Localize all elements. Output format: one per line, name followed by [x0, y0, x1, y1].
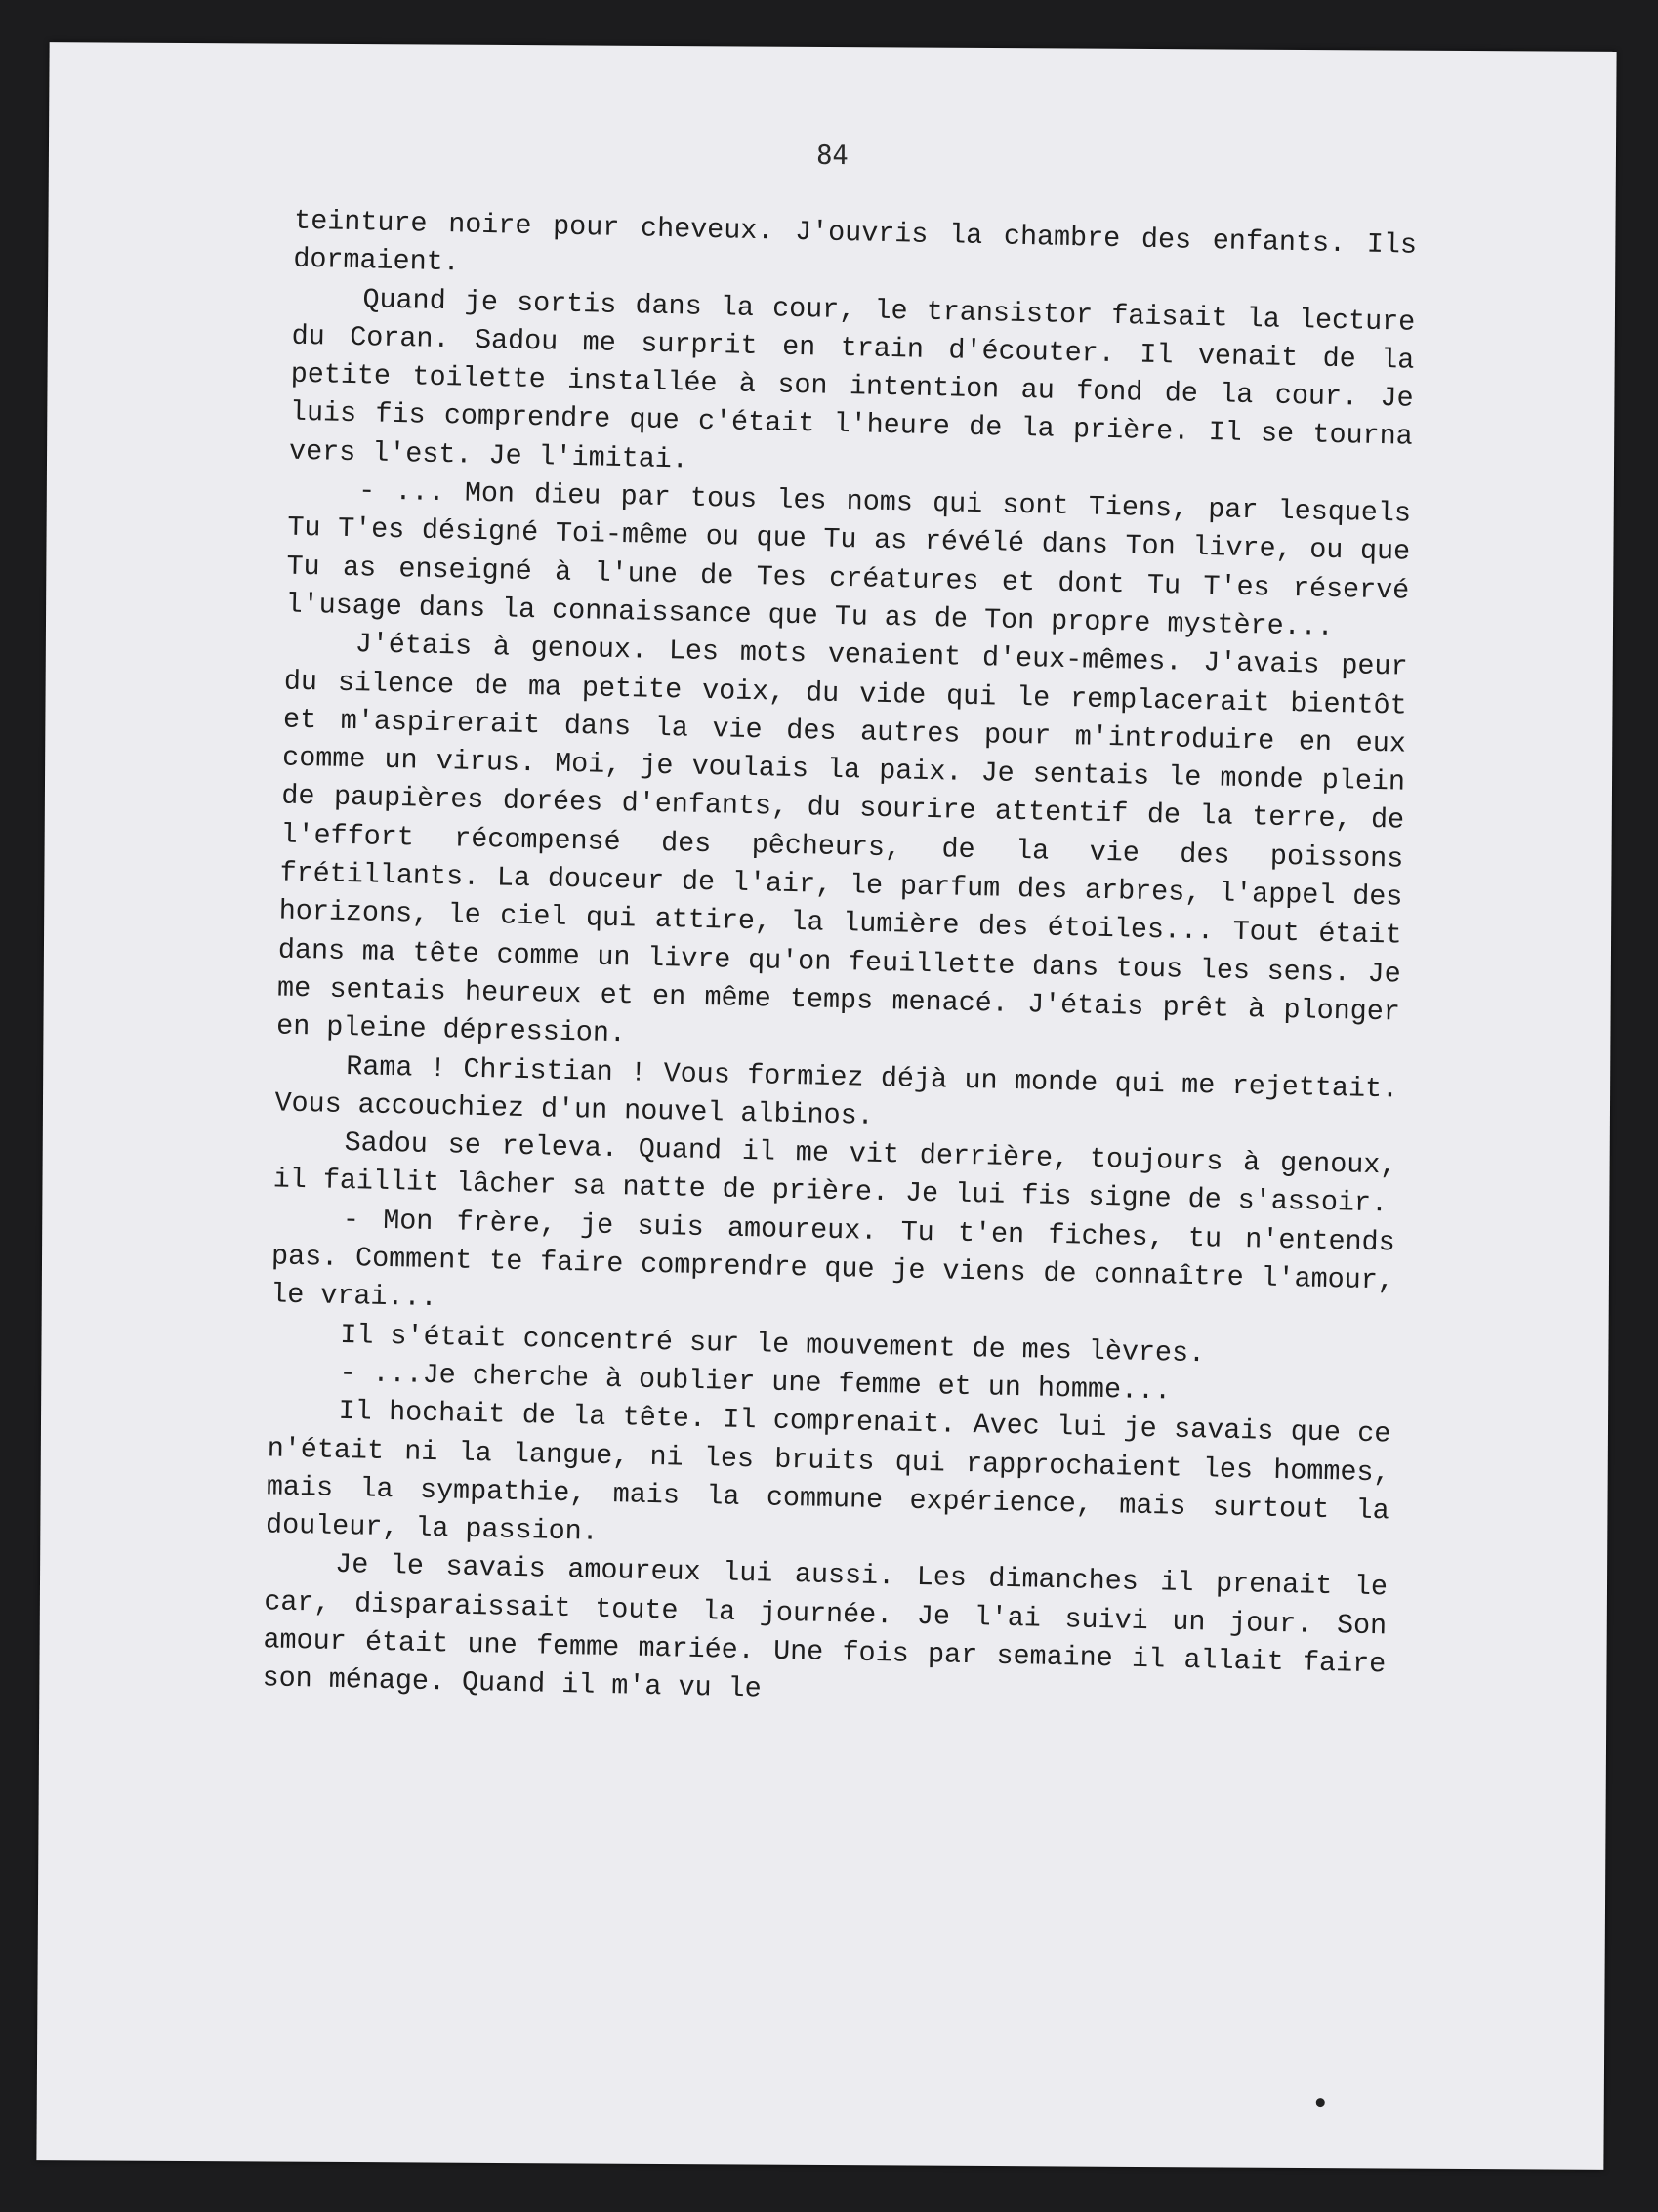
paragraph-1: teinture noire pour cheveux. J'ouvris la chambre des enfants. Ils dormaient. — [293, 204, 1418, 279]
paragraph-5: Rama ! Christian ! Vous formiez déjà un monde qui me rejettait. Vous accouchiez d'un nouvel albinos. — [274, 1049, 1399, 1132]
paragraph-7: - Mon frère, je suis amoureux. Tu t'en fiches, tu n'entends pas. Comment te faire comprendre que je viens de connaître l'amour, le vrai... — [269, 1203, 1396, 1315]
paragraph-8: Il s'était concentré sur le mouvement de mes lèvres. — [339, 1318, 1206, 1370]
paragraph-4: J'étais à genoux. Les mots venaient d'eux-mêmes. J'avais peur du silence de ma petite voix, du vide qui le remplacerait bientôt et m'aspirerait dans la vie des autres pour m'introduire en eux comme un virus. Moi, je voulais la paix. Je sentais le monde plein de paupières dorées d'enfants, du sourire attentif de la terre, de l'effort récompensé des pêcheurs, de la vie des poissons frétillants. La douceur de l'air, le parfum des arbres, l'appel des horizons, le ciel qui attire, la lumière des étoiles... Tout était dans ma tête comme un livre qu'on feuillette dans tous les sens. Je me sentais heureux et en même temps menacé. J'étais prêt à plonger en pleine dépression. — [275, 628, 1408, 1050]
paragraph-6: Sadou se releva. Quand il me vit derrière, toujours à genoux, il faillit lâcher sa natte de prière. Je lui fis signe de s'assoir. — [272, 1126, 1397, 1220]
ink-dot — [1316, 2098, 1325, 2107]
document-page — [36, 42, 1616, 2170]
paragraph-11: Je le savais amoureux lui aussi. Les dimanches il prenait le car, disparaissait toute la journée. Je l'ai suivi un jour. Son amour était une femme mariée. Une fois par semaine il allait faire son ménage. Quand il m'a vu le — [262, 1548, 1389, 1705]
paragraph-9: - ...Je cherche à oublier une femme et un homme... — [339, 1356, 1172, 1408]
paragraph-3: - ... Mon dieu par tous les noms qui sont Tiens, par lesquels Tu T'es désigné Toi-même ou que Tu as révélé dans Ton livre, ou que Tu as enseigné à l'une de Tes créatures et dont Tu T'es réservé l'usage dans la connaissance que Tu as de Ton propre mystère... — [285, 474, 1412, 643]
paragraph-2: Quand je sortis dans la cour, le transistor faisait la lecture du Coran. Sadou me surprit en train d'écouter. Il venait de la petite toilette installée à son intention au fond de la cour. Je luis fis comprendre que c'était l'heure de la prière. Il se tourna vers l'est. Je l'imitai. — [288, 282, 1416, 476]
page-number: 84 — [816, 140, 849, 172]
body-text — [262, 202, 1417, 1722]
paragraph-10: Il hochait de la tête. Il comprenait. Avec lui je savais que ce n'était ni la langue, ni les bruits qui rapprochaient les hommes, mais la sympathie, mais la commune expérience, mais surtout la douleur, la passion. — [265, 1395, 1391, 1548]
